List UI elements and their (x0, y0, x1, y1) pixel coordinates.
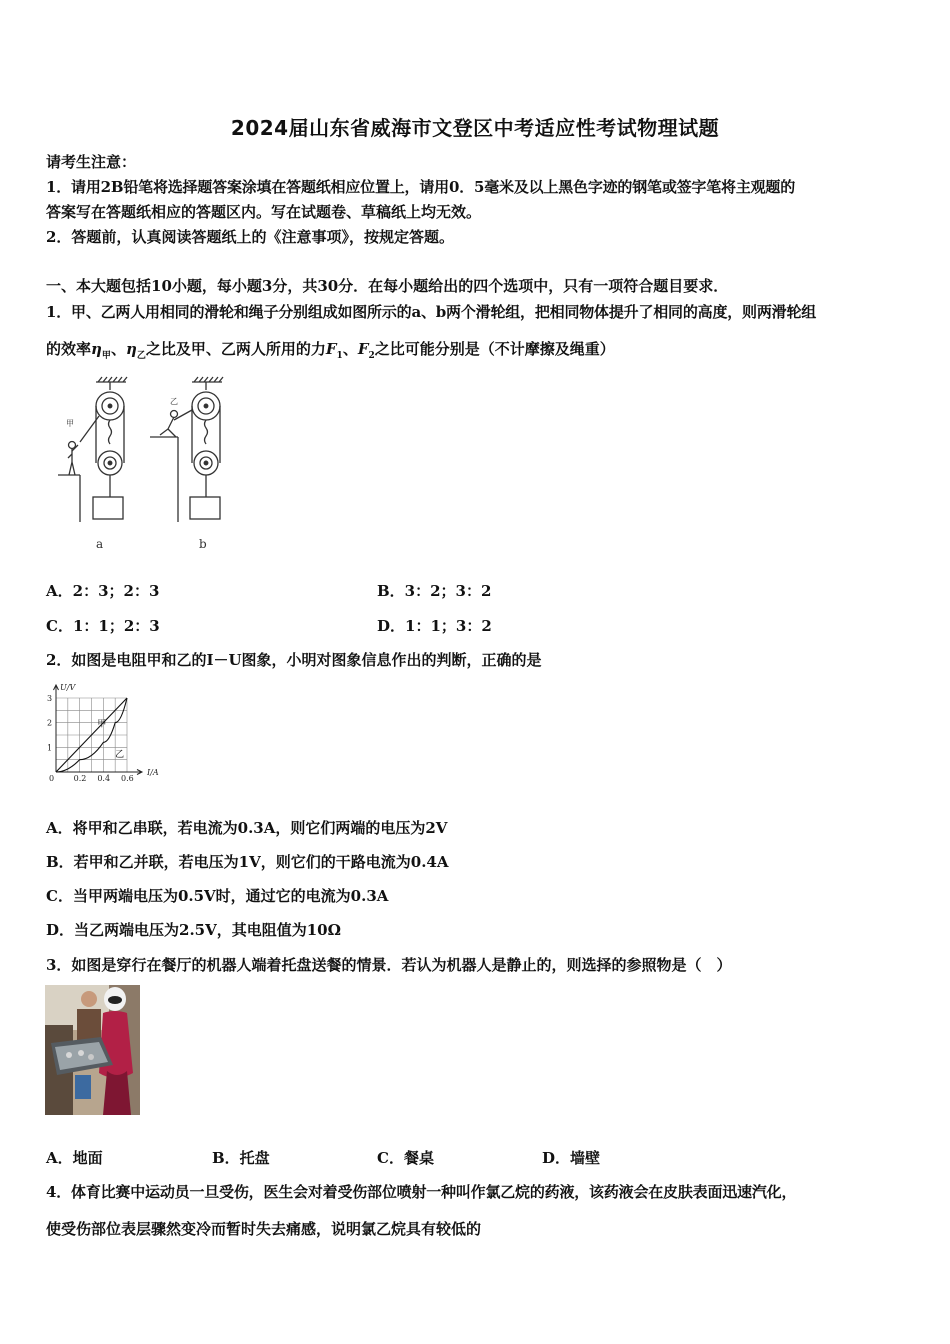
pulley-figure (50, 376, 250, 556)
q3-option-d[interactable]: D．墙壁 (542, 1149, 601, 1167)
pulley-system-a (58, 377, 127, 522)
y-tick-label: 3 (47, 694, 53, 703)
iu-chart (44, 680, 169, 785)
x-tick-label: 0.2 (73, 774, 87, 783)
robot-photo (45, 985, 140, 1115)
notice-line-1a: 1．请用2B铅笔将选择题答案涂填在答题纸相应位置上，请用0．5毫米及以上黑色字迹的钢笔或签字笔将主观题的 (46, 178, 796, 196)
q3-option-c[interactable]: C．餐桌 (377, 1149, 434, 1167)
notice-line-2: 2．答题前，认真阅读答题纸上的《注意事项》，按规定答题。 (46, 228, 454, 246)
y-tick-label: 1 (47, 743, 53, 753)
notice-line-1b: 答案写在答题纸相应的答题区内。写在试题卷、草稿纸上均无效。 (46, 203, 482, 221)
x-tick-label: 0.4 (97, 774, 111, 783)
q4-stem-line1: 4．体育比赛中运动员一旦受伤，医生会对着受伤部位喷射一种叫作氯乙烷的药液，该药液会在皮肤表面迅速汽化， (46, 1183, 797, 1201)
series-label-yi: 乙 (115, 750, 125, 761)
notice-heading: 请考生注意： (46, 153, 137, 171)
q1-stem-line1: 1．甲、乙两人用相同的滑轮和绳子分别组成如图所示的a、b两个滑轮组，把相同物体提升了相同的高度，则两滑轮组 (46, 303, 817, 321)
x-axis-label: I/A (147, 768, 159, 777)
q3-option-a[interactable]: A．地面 (46, 1149, 103, 1167)
q2-stem: 2．如图是电阻甲和乙的I－U图象，小明对图象信息作出的判断，正确的是 (46, 651, 542, 669)
q4-stem-line2: 使受伤部位表层骤然变冷而暂时失去痛感，说明氯乙烷具有较低的 (46, 1220, 482, 1238)
x-tick-label: 0 (49, 774, 55, 783)
q2-option-a[interactable]: A．将甲和乙串联，若电流为0.3A，则它们两端的电压为2V (46, 819, 448, 837)
x-tick-label: 0.6 (121, 774, 134, 783)
weight-a (93, 497, 123, 519)
y-tick-label: 2 (47, 718, 53, 728)
figure-label-a: a (96, 537, 104, 551)
y-axis-label: U/V (60, 683, 76, 692)
q3-option-b[interactable]: B．托盘 (212, 1149, 270, 1167)
q2-option-c[interactable]: C．当甲两端电压为0.5V时，通过它的电流为0.3A (46, 887, 389, 905)
person-b-label: 乙 (170, 397, 178, 406)
q2-option-d[interactable]: D．当乙两端电压为2.5V，其电阻值为10Ω (46, 921, 341, 939)
chart-ticks (47, 694, 134, 783)
q1-option-b[interactable]: B．3：2；3：2 (377, 582, 492, 600)
pulley-system-b (150, 377, 223, 522)
figure-label-b: b (199, 537, 207, 551)
q1-stem-line2: 的效率$\eta_甲$、$\eta_乙$之比及甲、乙两人所用的力$F_1$、$F_2$之比可能分别是（不计摩擦及绳重） (46, 340, 615, 361)
weight-b (190, 497, 220, 519)
q2-option-b[interactable]: B．若甲和乙并联，若电压为1V，则它们的干路电流为0.4A (46, 853, 449, 871)
q1-option-a[interactable]: A．2：3；2：3 (46, 582, 160, 600)
q1-option-d[interactable]: D．1：1；3：2 (377, 617, 492, 635)
series-label-jia: 甲 (97, 719, 107, 730)
q1-option-c[interactable]: C．1：1；2：3 (46, 617, 160, 635)
page-title: 2024届山东省威海市文登区中考适应性考试物理试题 (230, 116, 720, 140)
section-header: 一、本大题包括10小题，每小题3分，共30分．在每小题给出的四个选项中，只有一项符合题目要求． (46, 277, 729, 295)
person-a-label: 甲 (66, 419, 74, 428)
q3-stem: 3．如图是穿行在餐厅的机器人端着托盘送餐的情景．若认为机器人是静止的，则选择的参照物是（ ） (46, 956, 732, 974)
